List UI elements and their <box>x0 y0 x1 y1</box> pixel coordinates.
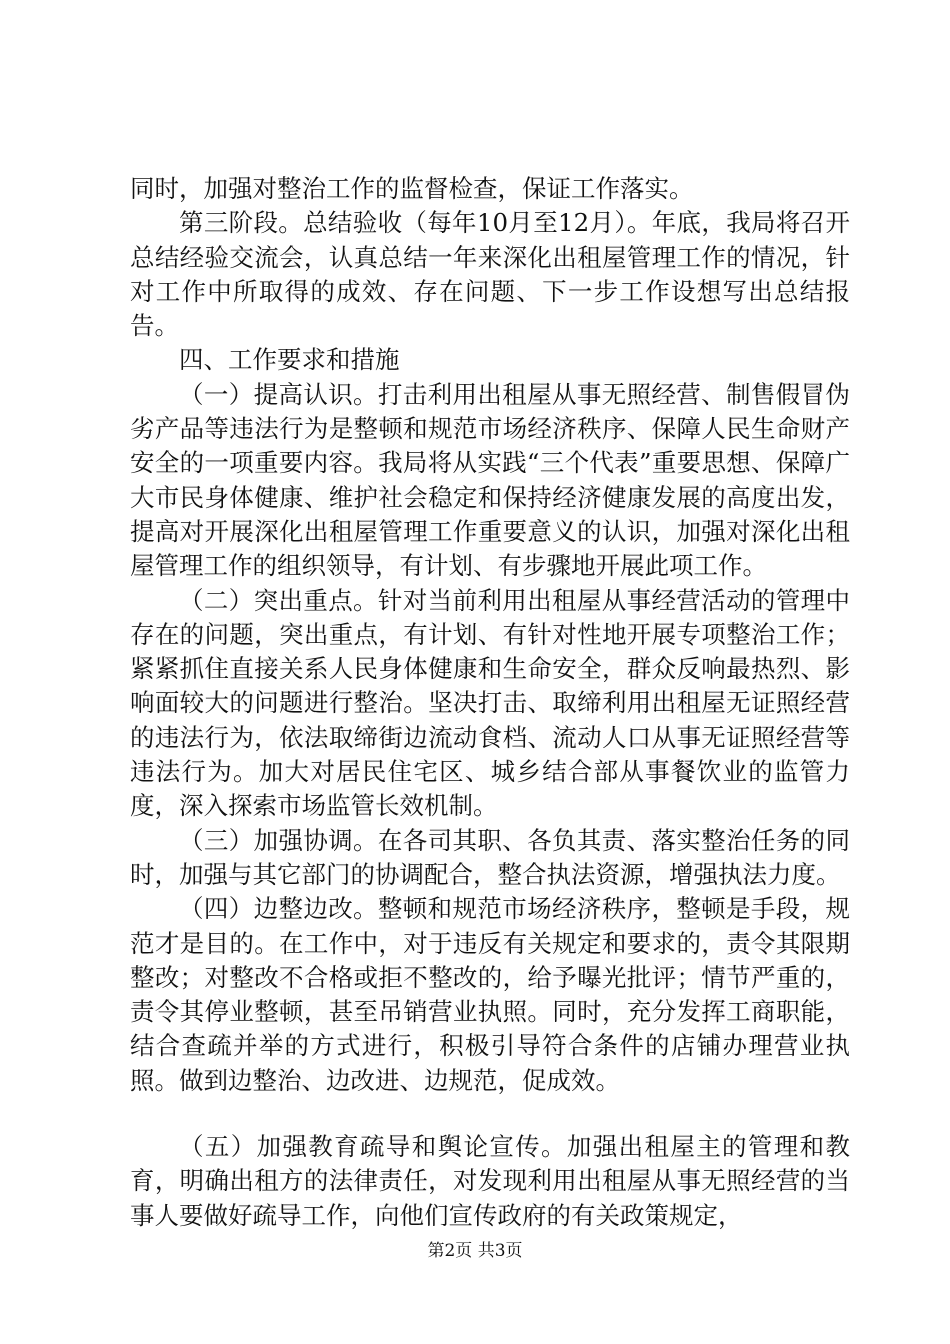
paragraph-item-5: （五）加强教育疏导和舆论宣传。加强出租屋主的管理和教育，明确出租方的法律责任，对发现利用出租屋从事无照经营的当事人要做好疏导工作，向他们宣传政府的有关政策规定， <box>130 1132 850 1230</box>
document-body <box>130 172 850 1233</box>
page-number-footer: 第2页 共3页 <box>427 1241 523 1261</box>
paragraph-continuation: 同时，加强对整治工作的监督检查，保证工作落实。 <box>130 174 694 203</box>
paragraph-item-2: （二）突出重点。针对当前利用出租屋从事经营活动的管理中存在的问题，突出重点，有计划、有针对性地开展专项整治工作；紧紧抓住直接关系人民身体健康和生命安全，群众反响最热烈、影响面较大的问题进行整治。坚决打击、取缔利用出租屋无证照经营的违法行为，依法取缔街边流动食档、流动人口从事无证照经营等违法行为。加大对居民住宅区、城乡结合部从事餐饮业的监管力度，深入探索市场监管长效机制。 <box>130 585 850 821</box>
paragraph-item-3: （三）加强协调。在各司其职、各负其责、落实整治任务的同时，加强与其它部门的协调配合，整合执法资源，增强执法力度。 <box>130 825 850 889</box>
paragraph-item-4: （四）边整边改。整顿和规范市场经济秩序，整顿是手段，规范才是目的。在工作中，对于违反有关规定和要求的，责令其限期整改；对整改不合格或拒不整改的，给予曝光批评；情节严重的，责令其停业整顿，甚至吊销营业执照。同时，充分发挥工商职能，结合查疏并举的方式进行，积极引导符合条件的店铺办理营业执照。做到边整治、边改进、边规范，促成效。 <box>130 894 850 1095</box>
section-heading-requirements: 四、工作要求和措施 <box>179 345 400 375</box>
paragraph-item-1: （一）提高认识。打击利用出租屋从事无照经营、制售假冒伪劣产品等违法行为是整顿和规范市场经济秩序、保障人民生命财产安全的一项重要内容。我局将从实践“三个代表”重要思想、保障广大市民身体健康、维护社会稳定和保持经济健康发展的高度出发，提高对开展深化出租屋管理工作重要意义的认识，加强对深化出租屋管理工作的组织领导，有计划、有步骤地开展此项工作。 <box>130 379 850 581</box>
paragraph-stage-three: 第三阶段。总结验收（每年10月至12月）。年底，我局将召开总结经验交流会，认真总结一年来深化出租屋管理工作的情况，针对工作中所取得的成效、存在问题、下一步工作设想写出总结报告。 <box>130 208 850 341</box>
